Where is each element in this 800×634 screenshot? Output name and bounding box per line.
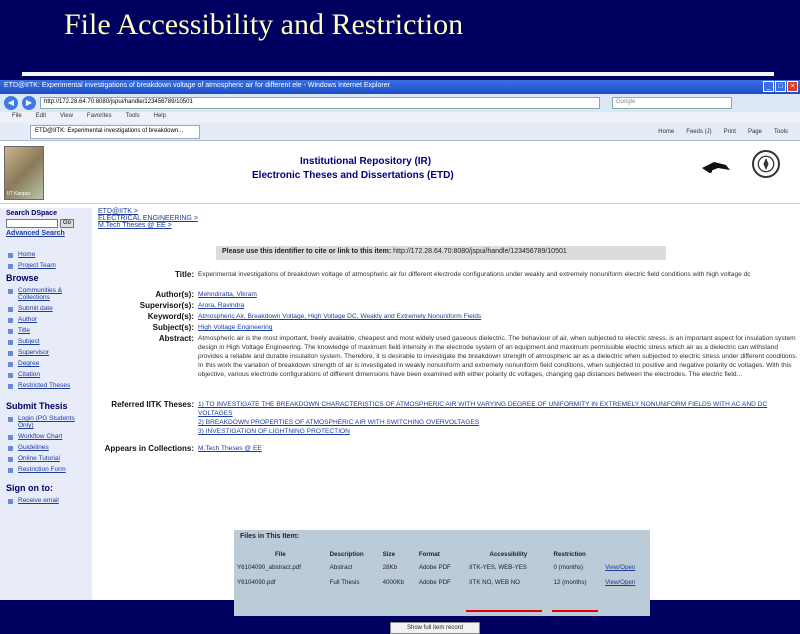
menu-tools[interactable]: Tools xyxy=(125,113,140,119)
web-page xyxy=(0,142,800,631)
sidebar-item-submit-date[interactable]: Submit date xyxy=(0,303,92,314)
view-open-link[interactable]: View/Open xyxy=(605,579,636,586)
file-accessibility: IITK-YES, WEB-YES xyxy=(469,564,527,571)
file-name: Y6104090_abstract.pdf xyxy=(237,564,301,571)
col-description: Description xyxy=(329,551,364,558)
col-size: Size xyxy=(382,551,396,558)
tab-etd[interactable]: ETD@IITK: Experimental investigations of breakdown... xyxy=(30,125,200,139)
maximize-icon[interactable]: □ xyxy=(775,81,786,92)
banner-line1: Institutional Repository (IR) xyxy=(300,156,432,167)
slide-divider xyxy=(22,72,774,76)
file-size: 4000Kb xyxy=(382,579,404,586)
feeds-button[interactable]: Feeds (J) xyxy=(686,128,712,135)
referred-thesis-3[interactable]: 3) INVESTIGATION OF LIGHTNING PROTECTION xyxy=(198,428,350,435)
sidebar-item-title[interactable]: Title xyxy=(0,325,92,336)
photo-caption: IIT Kanpur xyxy=(7,191,31,197)
browse-heading: Browse xyxy=(6,273,39,283)
home-button[interactable]: Home xyxy=(658,128,675,135)
signon-heading: Sign on to: xyxy=(6,483,53,493)
sidebar-item-login[interactable]: Login (PG Students Only) xyxy=(0,413,92,431)
item-record xyxy=(94,208,800,631)
sidebar-item-communities[interactable]: Communities & Collections xyxy=(0,285,92,303)
col-restriction: Restriction xyxy=(553,551,586,558)
cite-box xyxy=(216,246,666,260)
supervisors-label: Supervisor(s): xyxy=(139,301,194,310)
restriction-underline xyxy=(552,610,598,612)
breadcrumb-ee[interactable]: ELECTRICAL ENGINEERING > xyxy=(98,215,198,222)
title-value: Experimental investigations of breakdown voltage of atmospheric air for different electrode configurations under weakly and extremely nonuniform electric field conditions with high voltage dc xyxy=(198,271,751,278)
menu-favorites[interactable]: Favorites xyxy=(86,113,112,119)
tools-button[interactable]: Tools xyxy=(773,128,788,135)
authors-label: Author(s): xyxy=(155,290,194,299)
close-icon[interactable]: × xyxy=(787,81,798,92)
sidebar-item-restriction-form[interactable]: Restriction Form xyxy=(0,464,92,475)
cite-url[interactable]: http://172.28.64.70:8080/jspui/handle/123456789/10501 xyxy=(393,248,567,255)
sidebar-item-workflow[interactable]: Workflow Chart xyxy=(0,431,92,442)
files-heading: Files in This Item: xyxy=(240,533,300,540)
abstract-label: Abstract: xyxy=(158,334,194,343)
sidebar-item-project-team[interactable]: Project Team xyxy=(0,260,92,271)
files-table xyxy=(234,549,650,590)
menu-view[interactable]: View xyxy=(60,113,73,119)
repository-banner xyxy=(0,142,800,204)
file-format: Adobe PDF xyxy=(418,579,451,586)
address-bar xyxy=(0,94,800,112)
subject-link[interactable]: High Voltage Engineering xyxy=(198,324,273,331)
collections-label: Appears in Collections: xyxy=(104,444,194,453)
files-table-box xyxy=(234,530,650,616)
show-full-record-button[interactable]: Show full item record xyxy=(390,622,480,634)
campus-photo xyxy=(4,146,44,200)
menu-help[interactable]: Help xyxy=(153,113,166,119)
search-heading: Search DSpace xyxy=(6,210,57,217)
breadcrumb-etd[interactable]: ETD@IITK > xyxy=(98,208,138,215)
menu-bar xyxy=(0,112,800,123)
sidebar xyxy=(0,208,92,600)
file-accessibility: IITK NO, WEB NO xyxy=(469,579,520,586)
file-restriction: 12 (months) xyxy=(553,579,587,586)
dspace-search-input[interactable] xyxy=(6,219,58,228)
col-format: Format xyxy=(418,551,440,558)
page-button[interactable]: Page xyxy=(747,128,762,135)
breadcrumb-mtech[interactable]: M.Tech Theses @ EE > xyxy=(98,222,172,229)
url-input[interactable]: http://172.28.64.70:8080/jspui/handle/123456789/10501 xyxy=(40,97,600,109)
advanced-search-link[interactable]: Advanced Search xyxy=(6,230,65,237)
file-description: Full Thesis xyxy=(329,579,360,586)
col-view xyxy=(602,549,650,560)
slide-title: File Accessibility and Restriction xyxy=(64,8,464,41)
file-description: Abstract xyxy=(329,564,353,571)
sidebar-item-guidelines[interactable]: Guidelines xyxy=(0,442,92,453)
submit-heading: Submit Thesis xyxy=(6,401,68,411)
keywords-link[interactable]: Atmospheric Air, Breakdown Voltage, High Voltage DC, Weakly and Extremely Nonuniform Fields xyxy=(198,313,482,320)
referred-label: Referred IITK Theses: xyxy=(111,400,194,409)
cite-label: Please use this identifier to cite or link to this item: xyxy=(222,248,392,255)
table-row xyxy=(234,575,650,590)
browser-screenshot xyxy=(0,80,800,631)
sidebar-item-degree[interactable]: Degree xyxy=(0,358,92,369)
col-accessibility: Accessibility xyxy=(489,551,528,558)
tab-bar xyxy=(0,123,800,141)
subjects-label: Subject(s): xyxy=(152,323,194,332)
referred-thesis-1[interactable]: 1) TO INVESTIGATE THE BREAKDOWN CHARACTERISTICS OF ATMOSPHERIC AIR WITH VARYING DEGREE OF UNIFORMITY IN EXTREMELY NONUNIFORM FIELDS WITH AC AND DC VOLTAGES xyxy=(198,401,768,417)
file-name: Y6104090.pdf xyxy=(237,579,276,586)
file-size: 28Kb xyxy=(382,564,398,571)
sidebar-item-home[interactable]: Home xyxy=(0,249,92,260)
banner-line2: Electronic Theses and Dissertations (ETD) xyxy=(252,170,454,181)
window-title: ETD@IITK: Experimental investigations of breakdown voltage of atmospheric air for different ele - Windows Internet Explorer xyxy=(4,82,390,89)
go-button[interactable]: Go xyxy=(60,219,74,228)
keywords-label: Keyword(s): xyxy=(147,312,194,321)
title-label: Title: xyxy=(175,270,194,279)
file-format: Adobe PDF xyxy=(418,564,451,571)
sidebar-item-citation[interactable]: Citation xyxy=(0,369,92,380)
collection-link[interactable]: M.Tech Theses @ EE xyxy=(198,445,262,452)
sidebar-item-tutorial[interactable]: Online Tutorial xyxy=(0,453,92,464)
supervisor-link[interactable]: Arora, Ravindra xyxy=(198,302,245,309)
etd-logo-icon xyxy=(700,156,732,176)
print-button[interactable]: Print xyxy=(723,128,736,135)
sidebar-item-supervisor[interactable]: Supervisor xyxy=(0,347,92,358)
accessibility-underline xyxy=(466,610,542,612)
window-title-bar xyxy=(0,80,800,94)
back-icon[interactable]: ◀ xyxy=(4,96,18,110)
minimize-icon[interactable]: _ xyxy=(763,81,774,92)
menu-edit[interactable]: Edit xyxy=(35,113,47,119)
search-input[interactable]: Google xyxy=(612,97,732,109)
table-row xyxy=(234,560,650,575)
sidebar-item-restricted[interactable]: Restricted Theses xyxy=(0,380,92,391)
sidebar-item-author[interactable]: Author xyxy=(0,314,92,325)
breadcrumb xyxy=(98,208,198,229)
col-file: File xyxy=(274,551,286,558)
view-open-link[interactable]: View/Open xyxy=(605,564,636,571)
sidebar-item-subject[interactable]: Subject xyxy=(0,336,92,347)
menu-file[interactable]: File xyxy=(12,113,22,119)
referred-thesis-2[interactable]: 2) BREAKDOWN PROPERTIES OF ATMOSPHERIC AIR WITH SWITCHING OVERVOLTAGES xyxy=(198,419,480,426)
author-link[interactable]: Mehndiratta, Vikram xyxy=(198,291,257,298)
iitk-emblem-icon xyxy=(752,150,780,178)
forward-icon[interactable]: ▶ xyxy=(22,96,36,110)
sidebar-item-email[interactable]: Receive email xyxy=(0,495,92,506)
file-restriction: 0 (months) xyxy=(553,564,584,571)
abstract-value: Atmospheric air is the most important, freely available, cheapest and most widely used gaseous dielectric. The behaviour of air, when subjected to electric stress, is an important aspect for insulation system design in High Voltage Engineering. The knowledge of maximum field intensity in the electrode system of an equipment and maximum permissible electric stress which air as a dielectric can withstand provides a reliable and durable insulation system. Therefore, it is desirable to investigate the breakdown strength of atmospheric air as a dielectric when subjected to electric stress under different conditions. In this work the variation of breakdown strength of air is investigated in weakly nonuniform and extremely nonuniform field conditions, when subjected to positive and negative polarity dc voltages. With this objective, various electrode configurations of different dimensions have been examined with either polarity dc voltages, changing gap distances between the electrodes. The electric field... xyxy=(198,335,798,378)
